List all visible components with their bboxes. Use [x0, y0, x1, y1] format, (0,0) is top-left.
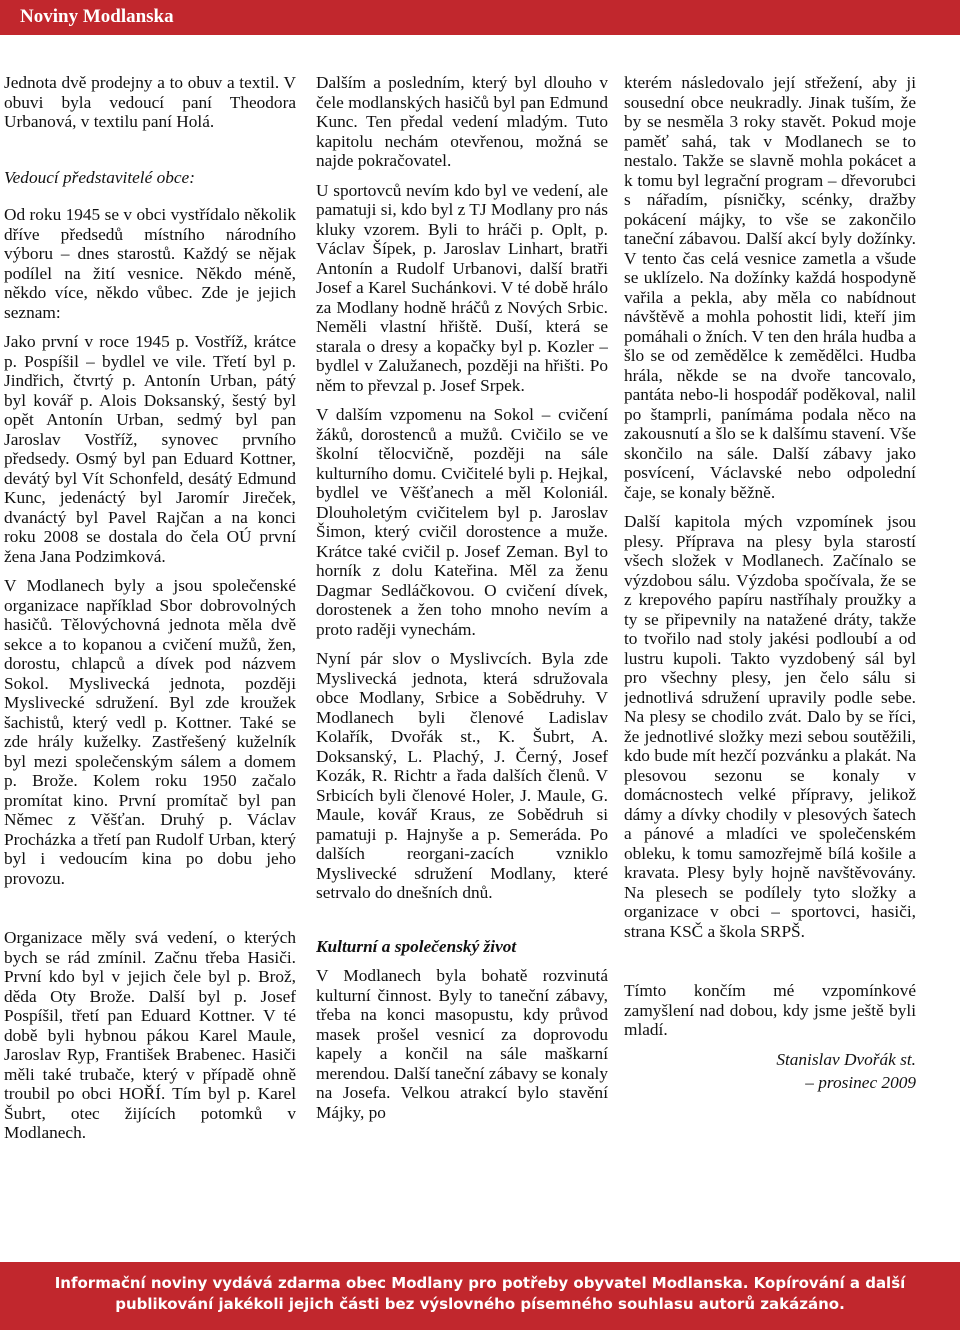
article-date: – prosinec 2009 [805, 1073, 916, 1092]
article-column-2 [316, 73, 608, 1253]
footer-notice-line: Informační noviny vydává zdarma obec Modlany pro potřeby obyvatel Modlanska. Kopírování a další [54, 1274, 906, 1292]
section-heading: Vedoucí představitelé obce: [4, 167, 195, 187]
paragraph: Od roku 1945 se v obci vystřídalo několik dříve předsedů místního národního výboru – dnes starostů. Každý se nějak podílel na žití vesnice. Někdo méně, někdo více, někdo vůbec. Zde je jejich seznam: [4, 205, 296, 322]
paragraph: Organizace měly svá vedení, o kterých bych se rád zmínil. Začnu třeba Hasiči. První kdo byl v jejich čele byl p. Brož, děda Oty Brože. Další byl p. Josef Pospíšil, třetí pan Eduard Kottner. V té době byli hybnou pákou Karel Maule, Jaroslav Ryp, František Brabenec. Hasiči měli také trubače, který v případě ohně troubil po obci HOŘÍ. Tím byl p. Karel Šubrt, otec žijících potomků v Modlanech. [4, 928, 296, 1142]
paragraph: Nyní pár slov o Myslivcích. Byla zde Myslivecká jednota, která sdružovala obce Modlany, Srbice a Sobědruhy. V Modlanech byli členové Ladislav Kolařík, Dvořák st., K. Šubrt, A. Doksanský, L. Plachý, J. Černý, Josef Kozák, R. Richtr a řada dalších členů. V Srbicích byli členové Holer, J. Maule, G. Maule, kovář Kraus, ze Sobědruh si pamatuji p. Hajnyše a p. Semeráda. Po dalších reorgani-zacích vzniklo Myslivecké sdružení Modlany, které setrvalo do dnešních dnů. [316, 649, 608, 902]
article-column-1 [4, 73, 296, 1253]
paragraph: Dalším a posledním, který byl dlouho v čele modlanských hasičů byl pan Edmund Kunc. Ten předal vedení mladým. Tuto kapitolu nechám otevřenou, možná se najde pokračovatel. [316, 73, 608, 170]
header-bar [0, 0, 960, 35]
author-signature: Stanislav Dvořák st. [776, 1049, 916, 1069]
paragraph: kterém následovalo její střežení, aby ji sousední obce neukradly. Jinak tuším, že by se nesměla 3 roky stavět. Pokud moje paměť sahá, tak v Modlanech se to nestalo. Takže se slavně mohla pokácet a k tomu byl legrační program – dřevorubci s nářadím, písničky, scénky, dražby pokácení májky, to vše se zakončilo taneční zábavou. Další akcí byly dožínky. V tento čas celá vesnice zametla a všude se uklízelo. Na dožínky každá hospodyně vařila a pekla, aby měla co nabídnout návštěvě a mohla pohostit lidi, kteří jim pomáhali o žních. V ten den hrála hudba a šlo se od zemědělce k zemědělci. Hudba hrála, někde se na dvoře tancovalo, pantáta nebo-li hospodář poděkoval, nalil po štamprli, panímáma podala něco na zakousnutí a šlo se k dalšímu stavení. Vše skončilo na sále. Další zábavy jako posvícení, Václavské nebo odpolední čaje, se konaly běžně. [624, 73, 916, 502]
footer-notice-line: publikování jakékoli jejich části bez výslovného písemného souhlasu autorů zakázáno. [115, 1295, 845, 1313]
footer-bar [0, 1262, 960, 1330]
paragraph: Jednota dvě prodejny a to obuv a textil. V obuvi byla vedoucí paní Theodora Urbanová, v textilu paní Holá. [4, 73, 296, 131]
paragraph: V dalším vzpomenu na Sokol – cvičení žáků, dorostenců a mužů. Cvičilo se ve školní tělocvičně, později na sále kulturního domu. Cvičitelé byli p. Hejkal, bydlel ve Věšťanech a měl Koloniál. Dlouholetým cvičitelem byl p. Jaroslav Šimon, který cvičil dorostence a muže. Krátce také cvičil p. Josef Zeman. Byl to horník z dolu Kateřina. Měl za ženu Dagmar Sedláčkovou. O cvičení dívek, dorostenek a žen toho mnoho nevím a proto raději vynechám. [316, 405, 608, 639]
paragraph: Další kapitola mých vzpomínek jsou plesy. Příprava na plesy byla starostí všech složek v Modlanech. Začínalo se výzdobou sálu. Výzdoba spočívala, že se z krepového papíru nastříhaly proužky a ty se připevnily na natažené dráty, takže to tvořilo nad stoly jakési podloubí a od lustru kupoli. Takto vyzdobený sál byl pro všechny plesy, jen čelo sálu si jednotlivá sdružení upravily podle sebe. Na plesy se chodilo zvát. Dalo by se říci, že jednotlivé složky mezi sebou soutěžili, kdo bude mít hezčí pozvánku a plakát. Na plesovou sezonu se konaly v domácnostech velké přípravy, jelikož dámy a dívky chodily v plesových šatech a pánové a mladíci ve společenském obleku, k tomu samozřejmě bílá košile a kravata. Plesy byly hojně navštěvovány. Na plesech se podílely tyto složky a organizace v obci – sportovci, hasiči, strana KSČ a škola SRPŠ. [624, 512, 916, 941]
paragraph: U sportovců nevím kdo byl ve vedení, ale pamatuji si, kdo byl z TJ Modlany pro nás kluky vzorem. Byli to hráči p. Oplt, p. Václav Šípek, p. Jaroslav Linhart, bratři Antonín a Rudolf Urbanovi, další bratři Josef a Karel Suchánkovi. V té době hrálo za Modlany hodně hráčů z Nových Srbic. Neměli vlastní hřiště. Duší, která se starala o dresy a kopačky byl p. Kozler – bydlel v Zalužanech, později na hřišti. Po něm to převzal p. Josef Srpek. [316, 180, 608, 395]
paragraph: V Modlanech byla bohatě rozvinutá kulturní činnost. Byly to taneční zábavy, třeba na konci masopustu, kdy průvod masek prošel vesnicí za doprovodu kapely a končil na sále maškarní merendou. Další taneční zábavy se konaly na Josefa. Velkou atrakcí bylo stavění Májky, po [316, 966, 608, 1122]
newspaper-title: Noviny Modlanska [20, 6, 174, 27]
paragraph: Tímto končím mé vzpomínkové zamyšlení nad dobou, kdy jsme ještě byli mladí. [624, 981, 916, 1039]
paragraph: V Modlanech byly a jsou společenské organizace například Sbor dobrovolných hasičů. Tělovýchovná jednota měla dvě sekce a to kopanou a cvičení mužů, žen, dorostu, chlapců a dívek pod názvem Sokol. Myslivecká jednota, později Myslivecké sdružení. Byl zde kroužek šachistů, který vedl p. Kottner. Také se zde hrály kuželky. Zastřešený kuželník byl mezi společenským sálem a domem p. Brože. Kolem roku 1950 začalo promítat kino. První promítač byl pan Němec z Věšťan. Druhý p. Václav Procházka a třetí pan Rudolf Urban, který byl i vedoucím kina po dobu jeho provozu. [4, 576, 296, 888]
paragraph: Jako první v roce 1945 p. Vostříž, krátce p. Pospíšil – bydlel ve vile. Třetí byl p. Jindřich, čtvrtý p. Antonín Urban, pátý byl kovář p. Alois Doksanský, šestý byl opět Antonín Urban, sedmý byl pan Jaroslav Vostříž, synovec prvního předsedy. Osmý byl pan Eduard Kottner, devátý byl Vít Schonfeld, desátý Edmund Kunc, jedenáctý byl Jaromír Jireček, dvanáctý byl Pavel Rajčan a na konci roku 2008 se dostala do čela OÚ první žena Jana Podzimková. [4, 332, 296, 566]
article-column-3 [624, 73, 916, 1253]
section-heading: Kulturní a společenský život [316, 936, 517, 956]
